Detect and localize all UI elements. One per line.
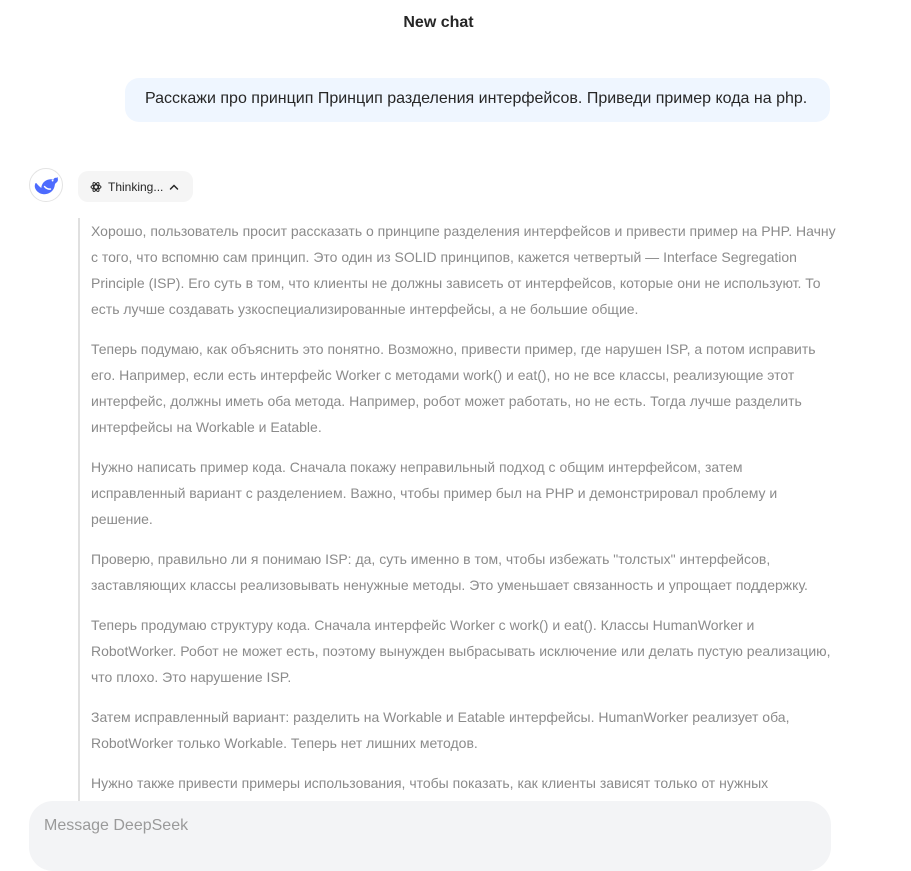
thought-paragraph: Затем исправленный вариант: разделить на Workable и Eatable интерфейсы. HumanWorker реализует оба, RobotWorker только Workable. Теперь нет лишних методов.	[91, 709, 790, 751]
thought-paragraph: Хорошо, пользователь просит рассказать о принципе разделения интерфейсов и привести пример на PHP. Начну с того, что вспомню сам принцип. Это один из SOLID принципов, кажется четвертый — Interface Segregation Principle (ISP). Его суть в том, что клиенты не должны зависеть от интерфейсов, которые они не используют. То есть лучше создавать узкоспециализированные интерфейсы, а не большие общие.	[91, 223, 836, 317]
user-message-bubble	[125, 78, 830, 122]
message-input[interactable]	[44, 817, 816, 835]
atom-icon	[90, 181, 102, 193]
thinking-label: Thinking...	[108, 179, 164, 194]
page-title: New chat	[403, 14, 474, 31]
thought-process-block	[78, 218, 838, 808]
chevron-up-icon	[169, 183, 179, 191]
deepseek-whale-icon	[33, 174, 59, 196]
assistant-avatar	[29, 168, 63, 202]
thought-paragraph: Нужно написать пример кода. Сначала покажу неправильный подход с общим интерфейсом, затем исправленный вариант с разделением. Важно, чтобы пример был на PHP и демонстрировал проблему и решение.	[91, 459, 778, 527]
thought-paragraph: Теперь подумаю, как объяснить это понятно. Возможно, привести пример, где нарушен ISP, а потом исправить его. Например, если есть интерфейс Worker с методами work() и eat(), но не все классы, реализующие этот интерфейс, должны иметь оба метода. Например, робот может работать, но не есть. Тогда лучше разделить интерфейсы на Workable и Eatable.	[91, 341, 816, 435]
thought-paragraph: Нужно также привести примеры использования, чтобы показать, как клиенты зависят только от нужных	[91, 775, 769, 791]
thought-paragraph: Проверю, правильно ли я понимаю ISP: да, суть именно в том, чтобы избежать "толстых" интерфейсов, заставляющих классы реализовывать ненужные методы. Это уменьшает связанность и упрощает поддержку.	[91, 551, 808, 593]
thinking-toggle-button[interactable]	[78, 171, 193, 202]
thought-paragraph: Теперь продумаю структуру кода. Сначала интерфейс Worker с work() и eat(). Классы HumanWorker и RobotWorker. Робот не может есть, поэтому вынужден выбрасывать исключение или делать пустую реализацию, что плохо. Это нарушение ISP.	[91, 617, 831, 685]
user-message-text: Расскажи про принцип Принцип разделения интерфейсов. Приведи пример кода на php.	[145, 90, 808, 107]
message-composer	[29, 801, 831, 871]
